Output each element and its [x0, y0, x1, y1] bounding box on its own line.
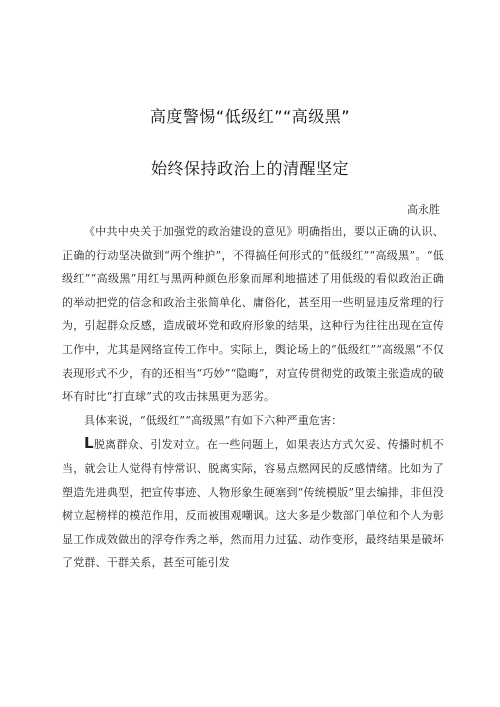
paragraph-overview: 具体来说，“低级红”“高级黑”有如下六种严重危害： [84, 413, 343, 427]
author-name: 高永胜 [407, 203, 440, 216]
article-body [62, 220, 444, 575]
paragraph-intro: 《中共中央关于加强党的政治建设的意见》明确指出，要以正确的认识、正确的行动坚决做到“两个维护”，不得搞任何形式的“低级红”“高级黑”。“低级红”“高级黑”用红与黑两种颜色形象而犀利地描述了用低级的看似政治正确的举动把党的信念和政治主张简单化、庸俗化，甚至用一些明显违反常理的行为，引起群众反感，造成破坏党和政府形象的结果，这种行为往往出现在宣传工作中，尤其是网络宣传工作中。实际上，舆论场上的“低级红”“高级黑”不仅表现形式不少，有的还相当“巧妙”“隐晦”，对宣传贯彻党的政策主张造成的破坏有时比“打直球”式的攻击抹黑更为恶劣。 [62, 225, 444, 404]
section-1-text: 脱离群众、引发对立。在一些问题上，如果表达方式欠妥、传播时机不当，就会让人觉得有悖常识、脱离实际，容易点燃网民的反感情绪。比如为了塑造先进典型，把宣传事迹、人物形象生硬塞到“传统模版”里去编排，非但没树立起榜样的模范作用，反而被围观嘲讽。这大多是少数部门单位和个人为彰显工作成效做出的浮夸作秀之举，然而用力过猛、动作变形，最终结果是破坏了党群、干群关系，甚至可能引发 [62, 438, 444, 570]
title-line-1: 高度警惕“低级红”“高级黑” [149, 107, 351, 126]
section-1-marker: L [84, 434, 94, 453]
paragraph-section-1 [62, 432, 444, 575]
title-line-2: 始终保持政治上的清醒坚定 [150, 159, 349, 178]
